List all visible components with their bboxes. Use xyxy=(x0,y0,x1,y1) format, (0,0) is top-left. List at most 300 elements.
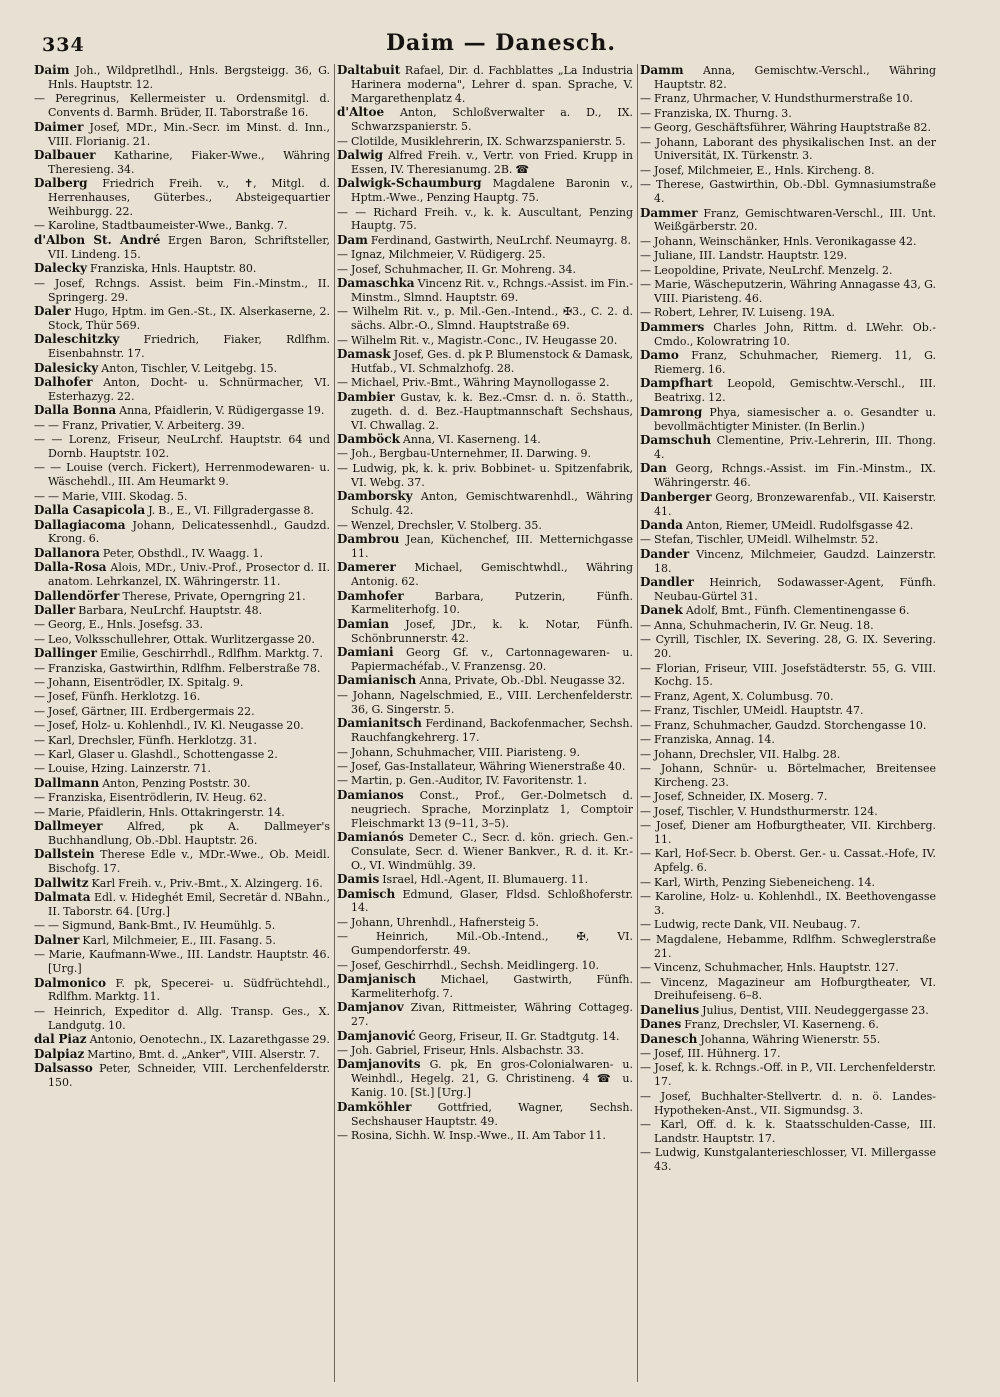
directory-entry xyxy=(34,891,330,919)
entry-surname: Damm xyxy=(640,64,684,77)
directory-entry xyxy=(34,690,330,704)
entry-details: — Ludwig, recte Dank, VII. Neubaug. 7. xyxy=(640,918,861,932)
entry-surname: Damjanov xyxy=(337,1000,404,1015)
directory-entry xyxy=(34,820,330,848)
entry-surname: Dallagiacoma xyxy=(34,517,126,532)
directory-entry xyxy=(640,519,936,533)
entry-details: — Juliane, III. Landstr. Hauptstr. 129. xyxy=(640,249,848,263)
directory-entry xyxy=(34,121,330,149)
entry-details: Gustav, k. k. Bez.-Cmsr. d. n. ö. Statth., zugeth. d. d. Bez.-Hauptmannschaft Sechshaus, VI. Chwallag. 2. xyxy=(351,390,633,432)
entry-surname: Dallwitz xyxy=(34,875,89,890)
entry-details: — Michael, Priv.-Bmt., Währing Maynollogasse 2. xyxy=(337,376,610,390)
directory-entry xyxy=(337,177,633,205)
entry-details: Demeter C., Secr. d. kön. griech. Gen.-Consulate, Secr. d. Wiener Bankver., R. d. it. Kr.-O., VI. Windmühlg. 39. xyxy=(351,830,633,872)
entry-surname: Dalecky xyxy=(34,261,87,276)
entry-details: — Vincenz, Magazineur am Hofburgtheater, VI. Dreihufeiseng. 6–8. xyxy=(640,975,936,1003)
entry-details: Anna, Gemischtw.-Verschl., Währing Hauptstr. 82. xyxy=(654,64,936,91)
entry-details: — Josef, III. Hühnerg. 17. xyxy=(640,1047,781,1061)
directory-entry xyxy=(640,264,936,278)
entry-details: — Rosina, Sichh. W. Insp.-Wwe., II. Am Tabor 11. xyxy=(337,1128,606,1142)
entry-details: — Johann, Weinschänker, Hnls. Veronikagasse 42. xyxy=(640,234,917,248)
entry-details: Josef, JDr., k. k. Notar, Fünfh. Schönbrunnerstr. 42. xyxy=(351,617,633,645)
directory-entry xyxy=(640,164,936,178)
entry-details: — Georg, Geschäftsführer, Währing Hauptstraße 82. xyxy=(640,121,931,135)
entry-details: — Vincenz, Schuhmacher, Hnls. Hauptstr. 127. xyxy=(640,961,899,975)
directory-entry xyxy=(640,207,936,235)
entry-surname: Dammers xyxy=(640,319,705,334)
entry-surname: Dander xyxy=(640,546,690,561)
column-divider xyxy=(637,64,638,1382)
entry-details: Anton, Schloßverwalter a. D., IX. Schwarzspanierstr. 5. xyxy=(351,106,633,134)
entry-details: Magdalene Baronin v., Hptm.-Wwe., Penzing Hauptg. 75. xyxy=(351,177,633,205)
directory-entry xyxy=(337,64,633,106)
directory-entry xyxy=(337,433,633,447)
entry-details: — Peregrinus, Kellermeister u. Ordensmitgl. d. Convents d. Barmh. Brüder, II. Taborstraße 16. xyxy=(34,92,330,120)
directory-entry xyxy=(337,1101,633,1129)
entry-surname: Dambrou xyxy=(337,531,400,546)
entry-surname: Dallendörfer xyxy=(34,588,120,603)
entry-surname: Danesch xyxy=(640,1031,698,1046)
directory-entry xyxy=(640,491,936,519)
entry-details: Johanna, Währing Wienerstr. 55. xyxy=(700,1032,881,1046)
entry-details: — Josef, Buchhalter-Stellvertr. d. n. ö. Landes-Hypotheken-Anst., VII. Sigmundsg. 3. xyxy=(640,1089,936,1117)
entry-details: — Robert, Lehrer, IV. Luiseng. 19A. xyxy=(640,306,835,320)
directory-entry xyxy=(640,1033,936,1047)
entry-details: — Karl, Off. d. k. k. Staatsschulden-Casse, III. Landstr. Hauptstr. 17. xyxy=(640,1118,936,1145)
entry-surname: Damianisch xyxy=(337,673,417,688)
directory-entry xyxy=(34,877,330,891)
entry-details: Barbara, NeuLrchf. Hauptstr. 48. xyxy=(78,603,263,617)
entry-details: — — Lorenz, Friseur, NeuLrchf. Hauptstr. 64 und Dornb. Hauptstr. 102. xyxy=(34,433,330,460)
directory-entry xyxy=(640,762,936,790)
directory-entry xyxy=(34,1062,330,1090)
directory-entry xyxy=(34,590,330,604)
directory-entry xyxy=(34,919,330,933)
directory-entry xyxy=(34,948,330,976)
entry-surname: Dalsasso xyxy=(34,1060,93,1075)
entry-surname: Dallstein xyxy=(34,847,95,862)
entry-surname: Dalbauer xyxy=(34,147,96,162)
directory-entry xyxy=(640,548,936,576)
directory-entry xyxy=(34,305,330,333)
directory-entry xyxy=(337,334,633,348)
entry-details: Adolf, Bmt., Fünfh. Clementinengasse 6. xyxy=(685,604,910,618)
directory-entry xyxy=(640,619,936,633)
entry-details: Franz, Gemischtwaren-Verschl., III. Unt. Weißgärberstr. 20. xyxy=(654,206,936,234)
entry-surname: Damjanovits xyxy=(337,1057,421,1072)
directory-entry xyxy=(337,206,633,234)
entry-details: Charles John, Rittm. d. LWehr. Ob.-Cmdo., Kolowratring 10. xyxy=(654,320,936,348)
entry-details: — Joh., Bergbau-Unternehmer, II. Darwing. 9. xyxy=(337,447,591,461)
directory-entry xyxy=(640,121,936,135)
entry-surname: Damian xyxy=(337,616,389,631)
entry-details: — Franz, Schuhmacher, Gaudzd. Storchengasse 10. xyxy=(640,718,927,732)
entry-details: Gottfried, Wagner, Sechsh. Sechshauser Hauptstr. 49. xyxy=(351,1100,633,1128)
directory-entry xyxy=(640,719,936,733)
directory-entry xyxy=(337,234,633,248)
directory-entry xyxy=(640,235,936,249)
directory-entry xyxy=(337,1129,633,1143)
entry-surname: Daler xyxy=(34,303,71,318)
directory-entry xyxy=(640,136,936,164)
entry-surname: Damjanisch xyxy=(337,972,417,986)
entry-details: Jean, Küchenchef, III. Metternichgasse 11. xyxy=(351,532,633,560)
directory-entry xyxy=(640,576,936,604)
entry-details: Vincenz, Milchmeier, Gaudzd. Lainzerstr. 18. xyxy=(654,547,936,575)
entry-details: Franziska, Hnls. Hauptstr. 80. xyxy=(89,262,257,276)
directory-entry xyxy=(640,1018,936,1032)
entry-details: — Franziska, IX. Thurng. 3. xyxy=(640,106,792,120)
entry-details: Franz, Schuhmacher, Riemerg. 11, G. Riemerg. 16. xyxy=(654,349,936,377)
directory-entry xyxy=(34,806,330,820)
entry-details: Georg, Friseur, II. Gr. Stadtgutg. 14. xyxy=(418,1029,620,1043)
directory-entry xyxy=(337,590,633,618)
directory-column-2 xyxy=(337,64,633,1382)
directory-entry xyxy=(640,1061,936,1089)
entry-details: — Josef, Tischler, V. Hundsthurmerstr. 124. xyxy=(640,804,878,818)
entry-surname: Dalwig xyxy=(337,147,384,162)
entry-details: Leopold, Gemischtw.-Verschl., III. Beatrixg. 12. xyxy=(654,377,936,405)
directory-entry xyxy=(34,92,330,120)
entry-details: — Louise, Hzing. Lainzerstr. 71. xyxy=(34,762,211,776)
directory-entry xyxy=(337,561,633,589)
directory-entry xyxy=(34,433,330,461)
entry-surname: Damiani xyxy=(337,645,394,660)
directory-entry xyxy=(337,1058,633,1100)
entry-surname: Dallanora xyxy=(34,545,100,560)
entry-surname: Damianitsch xyxy=(337,716,422,731)
directory-entry xyxy=(640,933,936,961)
directory-entry xyxy=(640,92,936,106)
entry-surname: Damask xyxy=(337,347,391,362)
directory-entry xyxy=(337,391,633,433)
directory-column-1 xyxy=(34,64,330,1382)
entry-details: Peter, Schneider, VIII. Lerchenfelderstr. 150. xyxy=(48,1061,330,1089)
directory-entry xyxy=(337,149,633,177)
entry-details: — Marie, Wäscheputzerin, Währing Annagasse 43, G. VIII. Piaristeng. 46. xyxy=(640,278,936,305)
directory-entry xyxy=(640,633,936,661)
directory-entry xyxy=(34,647,330,661)
directory-entry xyxy=(337,447,633,461)
entry-surname: Daltabuit xyxy=(337,64,401,77)
entry-details: Alfred, pk A. Dallmeyer's Buchhandlung, Ob.-Dbl. Hauptstr. 26. xyxy=(48,820,330,847)
directory-entry xyxy=(640,847,936,875)
entry-details: Anna, VI. Kaserneng. 14. xyxy=(402,433,541,447)
entry-details: Anna, Private, Ob.-Dbl. Neugasse 32. xyxy=(419,674,626,688)
entry-details: F. pk, Specerei- u. Südfrüchtehdl., Rdlfhm. Marktg. 11. xyxy=(48,976,330,1004)
page-header xyxy=(42,30,960,62)
entry-surname: Dan xyxy=(640,461,667,476)
entry-details: — Wilhelm Rit. v., Magistr.-Conc., IV. Heugasse 20. xyxy=(337,333,618,347)
directory-entry xyxy=(337,674,633,688)
directory-entry xyxy=(337,789,633,831)
entry-details: Anton, Tischler, V. Leitgebg. 15. xyxy=(101,361,278,375)
entry-details: — Johann, Nagelschmied, E., VIII. Lerchenfelderstr. 36, G. Singerstr. 5. xyxy=(337,688,633,716)
entry-surname: Damböck xyxy=(337,432,400,447)
directory-entry xyxy=(640,462,936,490)
directory-entry xyxy=(640,918,936,932)
entry-details: Zivan, Rittmeister, Währing Cottageg. 27. xyxy=(351,1001,633,1029)
entry-surname: Dalhofer xyxy=(34,374,93,389)
directory-entry xyxy=(337,760,633,774)
directory-entry xyxy=(34,376,330,404)
directory-entry xyxy=(337,1044,633,1058)
entry-details: Edmund, Glaser, Fldsd. Schloßhoferstr. 14. xyxy=(351,887,633,915)
entry-surname: Damo xyxy=(640,348,679,363)
entry-surname: Damhofer xyxy=(337,588,404,603)
entry-details: J. B., E., VI. Fillgradergasse 8. xyxy=(148,504,314,518)
directory-entry xyxy=(337,305,633,333)
directory-entry xyxy=(337,277,633,305)
directory-entry xyxy=(34,777,330,791)
entry-details: Hugo, Hptm. im Gen.-St., IX. Alserkaserne, 2. Stock, Thür 569. xyxy=(48,304,330,332)
directory-entry xyxy=(337,263,633,277)
entry-details: Antonio, Oenotechn., IX. Lazarethgasse 29. xyxy=(89,1033,330,1047)
entry-surname: Daleschitzky xyxy=(34,332,120,347)
entry-details: — Heinrich, Expeditor d. Allg. Transp. Ges., X. Landgutg. 10. xyxy=(34,1004,330,1032)
directory-entry xyxy=(34,604,330,618)
entry-details: — — Franz, Privatier, V. Arbeiterg. 39. xyxy=(34,418,245,432)
directory-entry xyxy=(337,106,633,134)
directory-entry xyxy=(640,533,936,547)
directory-entry xyxy=(337,1001,633,1029)
entry-details: — Josef, Schneider, IX. Moserg. 7. xyxy=(640,790,828,804)
entry-surname: Damrong xyxy=(640,404,703,419)
entry-surname: Dalwigk-Schaumburg xyxy=(337,176,482,191)
directory-entry xyxy=(640,249,936,263)
directory-entry xyxy=(34,676,330,690)
directory-entry xyxy=(337,873,633,887)
directory-entry xyxy=(640,306,936,320)
entry-details: Michael, Gemischtwhdl., Währing Antonig. 62. xyxy=(351,561,633,589)
entry-details: Anton, Gemischtwarenhdl., Währing Schulg. 42. xyxy=(351,490,633,518)
entry-surname: d'Altoe xyxy=(337,105,385,120)
entry-details: Josef, MDr., Min.-Secr. im Minst. d. Inn., VIII. Florianig. 21. xyxy=(48,120,330,148)
entry-details: Friedrich Freih. v., ✝, Mitgl. d. Herrenhauses, Güterbes., Absteigequartier Weihburgg. 22. xyxy=(48,177,330,219)
directory-entry xyxy=(640,406,936,434)
entry-details: — Josef, Geschirrhdl., Sechsh. Meidlingerg. 10. xyxy=(337,958,600,972)
entry-details: — Ludwig, Kunstgalanterieschlosser, VI. Millergasse 43. xyxy=(640,1146,936,1174)
entry-details: — Franziska, Annag. 14. xyxy=(640,733,775,747)
directory-entry xyxy=(640,1004,936,1018)
entry-details: Karl Freih. v., Priv.-Bmt., X. Alzingerg. 16. xyxy=(91,876,323,890)
entry-details: Georg, Rchngs.-Assist. im Fin.-Minstm., IX. Währingerstr. 46. xyxy=(654,462,936,490)
directory-entry xyxy=(34,662,330,676)
entry-details: — Johann, Schuhmacher, VIII. Piaristeng. 9. xyxy=(337,745,580,759)
directory-entry xyxy=(34,633,330,647)
directory-entry xyxy=(34,234,330,262)
directory-entry xyxy=(337,930,633,958)
directory-entry xyxy=(337,746,633,760)
directory-entry xyxy=(34,762,330,776)
directory-entry xyxy=(337,717,633,745)
entry-details: — — Marie, VIII. Skodag. 5. xyxy=(34,489,188,503)
entry-details: Martino, Bmt. d. „Anker", VIII. Alserstr. 7. xyxy=(87,1047,320,1061)
entry-details: — Georg, E., Hnls. Josefsg. 33. xyxy=(34,618,203,632)
entry-details: — Josef, Fünfh. Herklotzg. 16. xyxy=(34,690,201,704)
directory-entry xyxy=(337,533,633,561)
entry-details: Georg, Bronzewarenfab., VII. Kaiserstr. 41. xyxy=(654,490,936,518)
directory-entry xyxy=(34,705,330,719)
entry-details: Peter, Obsthdl., IV. Waagg. 1. xyxy=(102,546,263,560)
entry-surname: Dallinger xyxy=(34,646,97,661)
directory-entry xyxy=(34,934,330,948)
entry-details: Rafael, Dir. d. Fachblattes „La Industria Harinera moderna", Lehrer d. span. Sprache, V. Margarethenplatz 4. xyxy=(351,64,633,105)
column-divider xyxy=(334,64,335,1382)
directory-entry xyxy=(34,748,330,762)
directory-entry xyxy=(34,490,330,504)
entry-surname: Damis xyxy=(337,872,380,887)
directory-entry xyxy=(337,519,633,533)
directory-entry xyxy=(640,704,936,718)
entry-surname: Danelius xyxy=(640,1002,700,1017)
entry-surname: Damjanović xyxy=(337,1028,416,1043)
entry-surname: Daimer xyxy=(34,119,84,134)
entry-details: Karl, Milchmeier, E., III. Fasang. 5. xyxy=(82,933,276,947)
entry-surname: Damianos xyxy=(337,787,404,802)
directory-entry xyxy=(337,689,633,717)
entry-surname: Dalpiaz xyxy=(34,1046,85,1061)
directory-entry xyxy=(640,876,936,890)
entry-surname: Danda xyxy=(640,518,684,532)
directory-entry xyxy=(640,107,936,121)
directory-entry xyxy=(640,178,936,206)
directory-column-3 xyxy=(640,64,936,1382)
entry-details: — Franz, Uhrmacher, V. Hundsthurmerstraße 10. xyxy=(640,92,913,106)
directory-entry xyxy=(337,959,633,973)
directory-entry xyxy=(640,890,936,918)
entry-surname: Dalesicky xyxy=(34,360,99,375)
entry-details: Therese Edle v., MDr.-Wwe., Ob. Meidl. Bischofg. 17. xyxy=(48,848,330,876)
entry-details: — Karl, Drechsler, Fünfh. Herklotzg. 31. xyxy=(34,733,257,747)
directory-entry xyxy=(34,149,330,177)
entry-details: — Johann, Uhrenhdl., Hafnersteig 5. xyxy=(337,915,539,929)
running-head-title: Daim — Danesch. xyxy=(385,30,617,56)
entry-details: Franz, Drechsler, VI. Kaserneng. 6. xyxy=(684,1018,879,1032)
directory-entry xyxy=(640,434,936,462)
directory-entry xyxy=(640,1047,936,1061)
entry-surname: Damborsky xyxy=(337,489,413,504)
directory-entry xyxy=(640,321,936,349)
directory-entry xyxy=(640,1090,936,1118)
entry-details: — — Richard Freih. v., k. k. Auscultant, Penzing Hauptg. 75. xyxy=(337,205,633,233)
entry-surname: Daller xyxy=(34,602,76,617)
entry-details: Anna, Pfaidlerin, V. Rüdigergasse 19. xyxy=(119,404,325,418)
entry-details: — Josef, Schuhmacher, II. Gr. Mohreng. 34. xyxy=(337,262,576,276)
directory-entry xyxy=(34,177,330,219)
entry-details: — Karl, Hof-Secr. b. Oberst. Ger.- u. Cassat.-Hofe, IV. Apfelg. 6. xyxy=(640,847,936,875)
entry-details: Johann, Delicatessenhdl., Gaudzd. Krong. 6. xyxy=(48,518,330,546)
directory-entry xyxy=(34,362,330,376)
entry-details: — Franziska, Eisentrödlerin, IV. Heug. 62. xyxy=(34,791,267,805)
entry-details: — Stefan, Tischler, UMeidl. Wilhelmstr. 52. xyxy=(640,533,879,547)
entry-details: — Johann, Laborant des physikalischen Inst. an der Universität, IX. Türkenstr. 3. xyxy=(640,135,936,163)
entry-details: — Josef, Diener am Hofburgtheater, VII. Kirchberg. 11. xyxy=(640,819,936,846)
entry-details: Phya, siamesischer a. o. Gesandter u. bevollmächtigter Minister. (In Berlin.) xyxy=(654,405,936,433)
entry-details: Ferdinand, Backofenmacher, Sechsh. Rauchfangkehrerg. 17. xyxy=(351,717,633,745)
entry-details: Katharine, Fiaker-Wwe., Währing Theresieng. 34. xyxy=(48,148,330,176)
entry-surname: Dandler xyxy=(640,575,694,590)
entry-surname: Dalner xyxy=(34,932,80,947)
directory-entry xyxy=(640,1118,936,1146)
entry-surname: Dampfhart xyxy=(640,376,713,391)
directory-entry xyxy=(337,888,633,916)
entry-surname: Dalla Casapicola xyxy=(34,503,146,518)
directory-entry xyxy=(640,748,936,762)
entry-details: — Josef, Rchngs. Assist. beim Fin.-Minstm., II. Springerg. 29. xyxy=(34,276,330,304)
entry-details: — Marie, Pfaidlerin, Hnls. Ottakringerstr. 14. xyxy=(34,805,285,819)
directory-entry xyxy=(34,333,330,361)
entry-surname: Damköhler xyxy=(337,1099,412,1114)
entry-surname: Dambier xyxy=(337,389,395,404)
entry-details: — Ignaz, Milchmeier, V. Rüdigerg. 25. xyxy=(337,248,546,262)
entry-details: Alfred Freih. v., Vertr. von Fried. Krupp in Essen, IV. Theresianumg. 2B. ☎ xyxy=(351,148,633,176)
entry-details: — Joh. Gabriel, Friseur, Hnls. Alsbachstr. 33. xyxy=(337,1044,584,1058)
directory-entry xyxy=(640,662,936,690)
entry-details: — Karl, Glaser u. Glashdl., Schottengasse 2. xyxy=(34,748,278,761)
entry-details: — Wilhelm Rit. v., p. Mil.-Gen.-Intend., ✠3., C. 2. d. sächs. Albr.-O., Slmnd. Hauptstraße 69. xyxy=(337,305,633,333)
entry-details: — Ludwig, pk, k. k. priv. Bobbinet- u. Spitzenfabrik, VI. Webg. 37. xyxy=(337,461,633,489)
entry-details: Friedrich, Fiaker, Rdlfhm. Eisenbahnstr. 17. xyxy=(48,333,330,361)
entry-details: Emilie, Geschirrhdl., Rdlfhm. Marktg. 7. xyxy=(99,647,323,661)
directory-entry xyxy=(337,135,633,149)
entry-details: Const., Prof., Ger.-Dolmetsch d. neugriech. Sprache, Morzinplatz 1, Comptoir Fleischmarkt 13 (9–11, 3–5). xyxy=(351,788,633,830)
entry-surname: Danes xyxy=(640,1017,682,1032)
entry-details: — Johann, Schnür- u. Börtelmacher, Breitensee Kircheng. 23. xyxy=(640,761,936,789)
entry-details: — Josef, Holz- u. Kohlenhdl., IV. Kl. Neugasse 20. xyxy=(34,719,304,733)
directory-entry xyxy=(337,774,633,788)
directory-entry xyxy=(34,262,330,276)
entry-surname: Danberger xyxy=(640,489,712,504)
entry-details: — — Louise (verch. Fickert), Herrenmodewaren- u. Wäschehdl., III. Am Heumarkt 9. xyxy=(34,461,330,489)
directory-entry xyxy=(34,64,330,92)
entry-details: Therese, Private, Operngring 21. xyxy=(122,589,306,603)
directory-entry xyxy=(337,646,633,674)
directory-entry xyxy=(34,734,330,748)
entry-surname: Damaschka xyxy=(337,276,415,291)
entry-details: Anton, Docht- u. Schnürmacher, VI. Esterhazyg. 22. xyxy=(48,375,330,403)
entry-surname: Damianós xyxy=(337,829,404,844)
entry-surname: Dalla Bonna xyxy=(34,403,117,418)
directory-entry xyxy=(34,219,330,233)
entry-surname: Dammer xyxy=(640,205,698,220)
entry-details: — Martin, p. Gen.-Auditor, IV. Favoritenstr. 1. xyxy=(337,774,587,788)
directory-entry xyxy=(34,791,330,805)
directory-entry xyxy=(640,790,936,804)
entry-surname: Danek xyxy=(640,603,683,618)
directory-entry xyxy=(34,547,330,561)
entry-details: Barbara, Putzerin, Fünfh. Karmeliterhofg. 10. xyxy=(351,589,633,617)
directory-entry xyxy=(337,248,633,262)
directory-entry xyxy=(34,1033,330,1047)
entry-details: — Josef, Gärtner, III. Erdbergermais 22. xyxy=(34,704,255,718)
directory-entry xyxy=(640,604,936,618)
directory-entry xyxy=(34,404,330,418)
entry-details: Josef, Ges. d. pk P. Blumenstock & Damask, Hutfab., VI. Schmalzhofg. 28. xyxy=(351,348,633,376)
entry-details: — Wenzel, Drechsler, V. Stolberg. 35. xyxy=(337,518,542,532)
entry-details: Anton, Penzing Poststr. 30. xyxy=(102,776,251,790)
directory-entry xyxy=(34,977,330,1005)
entry-surname: Dam xyxy=(337,232,368,247)
entry-details: — Cyrill, Tischler, IX. Severing. 28, G. IX. Severing. 20. xyxy=(640,633,936,661)
entry-details: Alois, MDr., Univ.-Prof., Prosector d. II. anatom. Lehrkanzel, IX. Währingerstr. 11. xyxy=(48,561,330,589)
directory-entry xyxy=(337,348,633,376)
entry-details: — Magdalene, Hebamme, Rdlfhm. Schweglerstraße 21. xyxy=(640,932,936,960)
directory-entry xyxy=(640,278,936,306)
entry-details: G. pk, En gros-Colonialwaren- u. Weinhdl., Hegelg. 21, G. Christineng. 4 ☎ u. Kanig. 10. [St.] [Urg.] xyxy=(351,1058,633,1100)
entry-details: — Franz, Agent, X. Columbusg. 70. xyxy=(640,689,834,703)
entry-surname: d'Albon St. André xyxy=(34,232,161,247)
